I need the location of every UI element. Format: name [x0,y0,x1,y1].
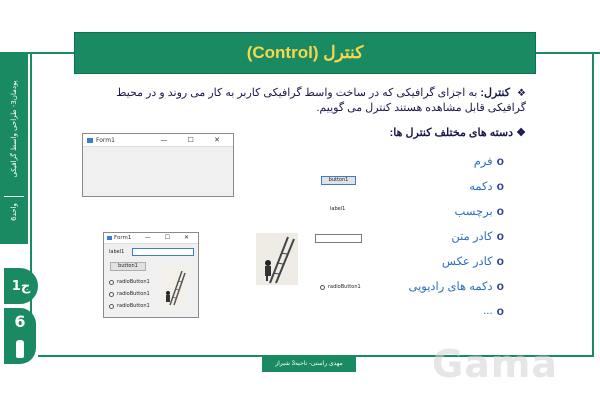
sample-radio-label: radioButton1 [328,284,361,290]
list-item [408,223,504,248]
radio-circle-icon [109,304,114,309]
form2-title: Form1 [114,235,132,241]
form-button[interactable]: button1 [110,262,146,271]
page-number-badge [4,308,36,364]
diamond-bullet-icon: ❖ [517,88,526,99]
form2-titlebar [104,233,198,244]
control-types-heading [390,126,526,139]
form1-title: Form1 [96,136,115,144]
footer-author: مهدی راستی- ناحیه3 شیراز [262,355,356,372]
form-label: label1 [109,249,125,255]
definition-paragraph [76,86,526,115]
sample-picture [256,233,298,285]
control-types-heading-text: دسته های مختلف کنترل ها: [389,127,514,139]
form-radio[interactable] [109,279,150,285]
form-icon [87,138,93,143]
form1-controls-window [103,232,199,318]
title-banner [74,32,536,74]
circle-bullet-icon: o [496,153,504,168]
circle-bullet-icon: o [496,178,504,193]
radio-label: radioButton1 [117,279,150,285]
circle-bullet-icon: o [496,278,504,293]
circle-bullet-icon: o [496,303,504,318]
frame-right-line [592,52,594,357]
side-vertical-title: پودمان3- طراحی واسط گرافیکی [10,80,18,178]
bottle-icon [16,340,24,358]
window-controls[interactable]: — ☐ ✕ [144,234,195,241]
form-radio[interactable] [109,303,150,309]
radio-circle-icon [109,280,114,285]
list-item-text: ... [483,304,493,317]
circle-bullet-icon: o [496,253,504,268]
form-radio[interactable] [109,291,150,297]
list-item [408,148,504,173]
list-item-text: دکمه های رادیویی [408,280,493,293]
page-number: 6 [14,312,26,331]
watermark-logo: Gama [432,342,559,386]
sample-radio[interactable] [320,284,361,290]
definition-text: به اجزای گرافیکی که در ساخت واسط گرافیکی کاربر به کار می روند و در محیط گرافیکی قابل مشاهده هستند کنترل می گوییم. [116,87,526,114]
list-item-text: کادر متن [451,230,493,243]
form-icon [107,236,112,240]
radio-circle-icon [320,285,325,290]
frame-left-line [30,54,32,354]
circle-bullet-icon: o [496,228,504,243]
window-controls[interactable]: — ☐ ✕ [160,136,229,144]
sample-button[interactable]: button1 [321,176,356,185]
form1-window [82,133,234,197]
grade-badge: ج1 [4,268,38,304]
list-item [408,248,504,273]
radio-label: radioButton1 [117,303,150,309]
list-item [408,273,504,298]
slide-title: کنترل (Control) [246,43,364,62]
diamond-bullet-icon: ❖ [516,127,526,139]
list-item-text: برچسب [454,205,493,218]
list-item [408,198,504,223]
sample-textbox[interactable] [315,234,362,243]
sample-label: label1 [330,206,346,212]
list-item-text: دکمه [469,180,493,193]
list-item [408,298,504,323]
form1-titlebar [83,134,233,147]
radio-label: radioButton1 [117,291,150,297]
radio-circle-icon [109,292,114,297]
circle-bullet-icon: o [496,203,504,218]
form-textbox[interactable] [132,248,194,256]
list-item-text: فرم [473,155,493,168]
definition-keyword: کنترل: [480,87,510,99]
list-item-text: کادر عکس [441,255,493,268]
side-unit: واحد6 [10,203,18,221]
list-item [408,173,504,198]
control-types-list [408,148,504,323]
climber-picture [162,267,186,307]
